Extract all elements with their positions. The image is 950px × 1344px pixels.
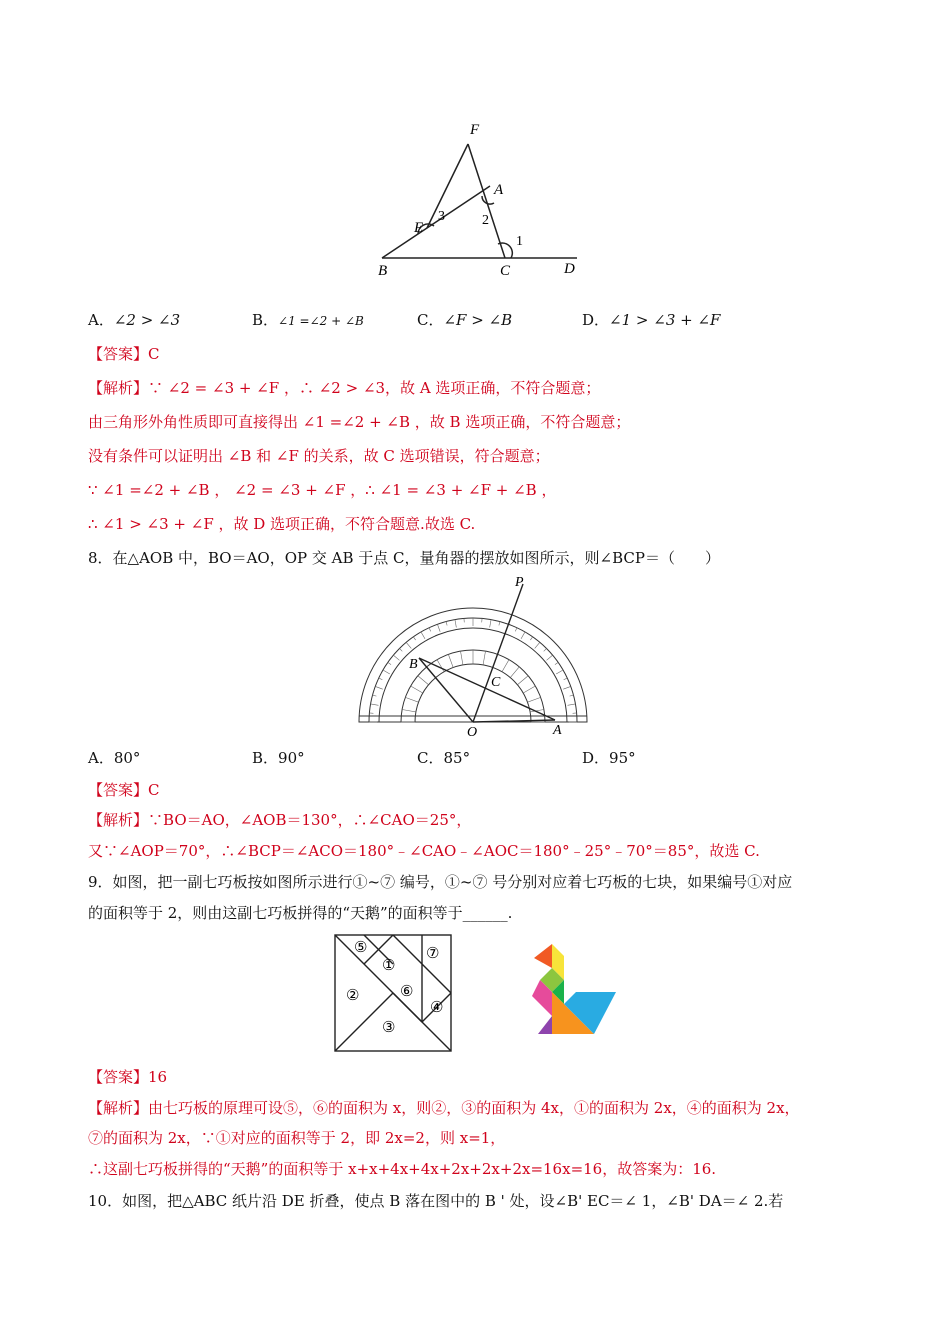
option-letter: C． [417,311,444,329]
q10-stem: 10．如图，把△ABC 纸片沿 DE 折叠，使点 B 落在图中的 B ' 处，设∠B' EC＝∠ 1，∠B' DA＝∠ 2.若 [88,1192,784,1210]
q8-analysis-line-1 [88,810,471,830]
q9-analysis-line-2: ⑦的面积为 2x，∵①对应的面积等于 2，即 2x=2，则 x=1， [88,1129,506,1147]
protractor-spoke [437,660,444,672]
protractor-spoke [411,686,423,693]
q7-analysis-line-1 [88,378,600,398]
protractor-spoke [510,667,519,678]
angle-label-3: 3 [438,209,445,224]
tangram-swan-figure [524,940,620,1040]
option-letter: D． [582,749,610,767]
protractor-spoke [418,676,429,685]
protractor-tick [421,632,425,639]
piece-2: ② [346,988,360,1004]
analysis-tag: 【解析】 [88,1099,149,1117]
protractor-spoke [528,697,541,702]
analysis-tag: 【解析】 [88,811,149,829]
protractor-tick [446,622,447,626]
angle-label-2: 2 [482,213,489,228]
piece-5: ⑤ [354,940,368,956]
protractor-tick [515,628,517,632]
q7-analysis-line-3: 没有条件可以证明出 ∠B 和 ∠F 的关系，故 C 选项错误，符合题意； [88,447,550,465]
label-C: C [491,675,501,690]
piece-7: ⑦ [426,946,440,962]
triangle-figure [370,118,590,283]
protractor-tick [547,655,553,660]
protractor-spoke [405,697,418,702]
q7-option-c [417,310,512,330]
q8-option-b [252,748,305,768]
q7-answer [88,344,160,364]
tangram-square-figure [334,934,452,1052]
piece-4: ④ [430,1000,444,1016]
protractor-tick [568,704,576,705]
protractor-tick [563,686,571,689]
protractor-tick [535,642,540,648]
option-text: 85° [443,749,471,767]
protractor-tick [406,642,411,648]
q7-option-b [252,310,364,331]
q9-analysis-line-1 [88,1098,800,1118]
option-letter: D． [582,311,610,329]
option-letter: B． [252,311,279,329]
option-letter: C． [417,749,444,767]
q8-option-a [88,748,140,768]
protractor-spoke [402,709,416,711]
q8-option-d [582,748,636,768]
analysis-text: ∵ ∠2 = ∠3 + ∠F ，∴ ∠2 > ∠3，故 A 选项正确，不符合题意； [148,379,601,397]
option-text: ∠1 =∠2 + ∠B [278,314,364,328]
answer-value: C [148,345,160,363]
protractor-spoke [448,654,453,667]
protractor-tick [499,622,500,626]
protractor-tick [429,628,431,632]
protractor-tick [490,620,491,628]
protractor-tick [379,678,383,680]
protractor-tick [373,695,377,696]
option-text: ∠2 > ∠3 [113,311,181,329]
option-text: ∠1 > ∠3 + ∠F [609,311,721,329]
label-O: O [467,725,478,740]
protractor-tick [413,637,415,640]
option-letter: B． [252,749,279,767]
protractor-tick [375,686,383,689]
protractor-tick [555,662,558,664]
protractor-spoke [502,660,509,672]
option-text: ∠F > ∠B [443,311,513,329]
protractor-tick [437,624,440,632]
protractor-tick [383,670,390,674]
answer-value: C [148,781,160,799]
answer-tag: 【答案】 [88,1068,149,1086]
q7-analysis-line-5: ∴ ∠1 > ∠3 + ∠F ，故 D 选项正确，不符合题意.故选 C. [88,515,476,533]
label-C: C [500,263,511,279]
analysis-tag: 【解析】 [88,379,149,397]
label-P: P [515,575,524,590]
q8-answer [88,780,160,800]
label-E: E [414,220,424,236]
analysis-text: ∵BO＝AO，∠AOB＝130°，∴∠CAO＝25°， [148,811,472,829]
option-letter: A． [88,749,114,767]
q9-stem-line-2: 的面积等于 2，则由这副七巧板拼得的“天鹅”的面积等于______. [88,904,513,922]
protractor-ticks [369,618,577,722]
q7-option-a [88,310,180,330]
label-D: D [564,261,575,277]
option-text: 95° [609,749,636,767]
protractor-spoke [517,676,528,685]
protractor-spoke [523,686,535,693]
protractor-tick [371,704,379,705]
protractor-tick [570,695,574,696]
protractor-tick [399,648,402,651]
piece-3: ③ [382,1020,396,1036]
answer-tag: 【答案】 [88,345,149,363]
protractor-tick [393,655,399,660]
protractor-tick [521,632,525,639]
label-A: A [553,723,562,738]
protractor-tick [388,662,391,664]
q9-answer [88,1067,167,1087]
answer-value: 16 [148,1068,168,1086]
protractor-tick [556,670,563,674]
label-A: A [494,182,504,198]
protractor-tick [455,620,456,628]
angle-label-1: 1 [516,234,523,249]
protractor-spoke [460,651,462,665]
q8-analysis-line-2: 又∵∠AOP＝70°，∴∠BCP＝∠ACO＝180°﹣∠CAO﹣∠AOC＝180°﹣25°﹣70°＝85°，故选 C. [88,842,760,860]
answer-tag: 【答案】 [88,781,149,799]
protractor-tick [544,648,547,651]
protractor-spoke [483,651,485,665]
piece-6: ⑥ [400,984,414,1000]
q7-analysis-line-2: 由三角形外角性质即可直接得出 ∠1 =∠2 + ∠B ，故 B 选项正确，不符合题意； [88,413,631,431]
q8-stem: 8．在△AOB 中，BO＝AO，OP 交 AB 于点 C，量角器的摆放如图所示，则∠BCP＝（ ） [88,549,720,567]
label-B: B [378,263,388,279]
piece-1: ① [382,958,396,974]
protractor-figure [355,572,595,740]
q7-option-d [582,310,720,330]
q9-analysis-line-3: ∴这副七巧板拼得的“天鹅”的面积等于 x+x+4x+4x+2x+2x+2x=16x=16，故答案为：16. [88,1160,717,1178]
protractor-tick [564,678,568,680]
label-B: B [409,657,418,672]
option-letter: A． [88,311,114,329]
q8-option-c [417,748,470,768]
q9-stem-line-1: 9．如图，把一副七巧板按如图所示进行①~⑦ 编号，①~⑦ 号分别对应着七巧板的七块，如果编号①对应 [88,873,793,891]
option-text: 80° [113,749,141,767]
protractor-tick [530,637,532,640]
label-F: F [470,122,480,138]
option-text: 90° [278,749,305,767]
q7-analysis-line-4: ∵ ∠1 =∠2 + ∠B ， ∠2 = ∠3 + ∠F ，∴ ∠1 = ∠3 + ∠F + ∠B ， [88,481,557,499]
analysis-text: 由七巧板的原理可设⑤，⑥的面积为 x，则②，③的面积为 4x，①的面积为 2x，④的面积为 2x， [148,1099,800,1117]
